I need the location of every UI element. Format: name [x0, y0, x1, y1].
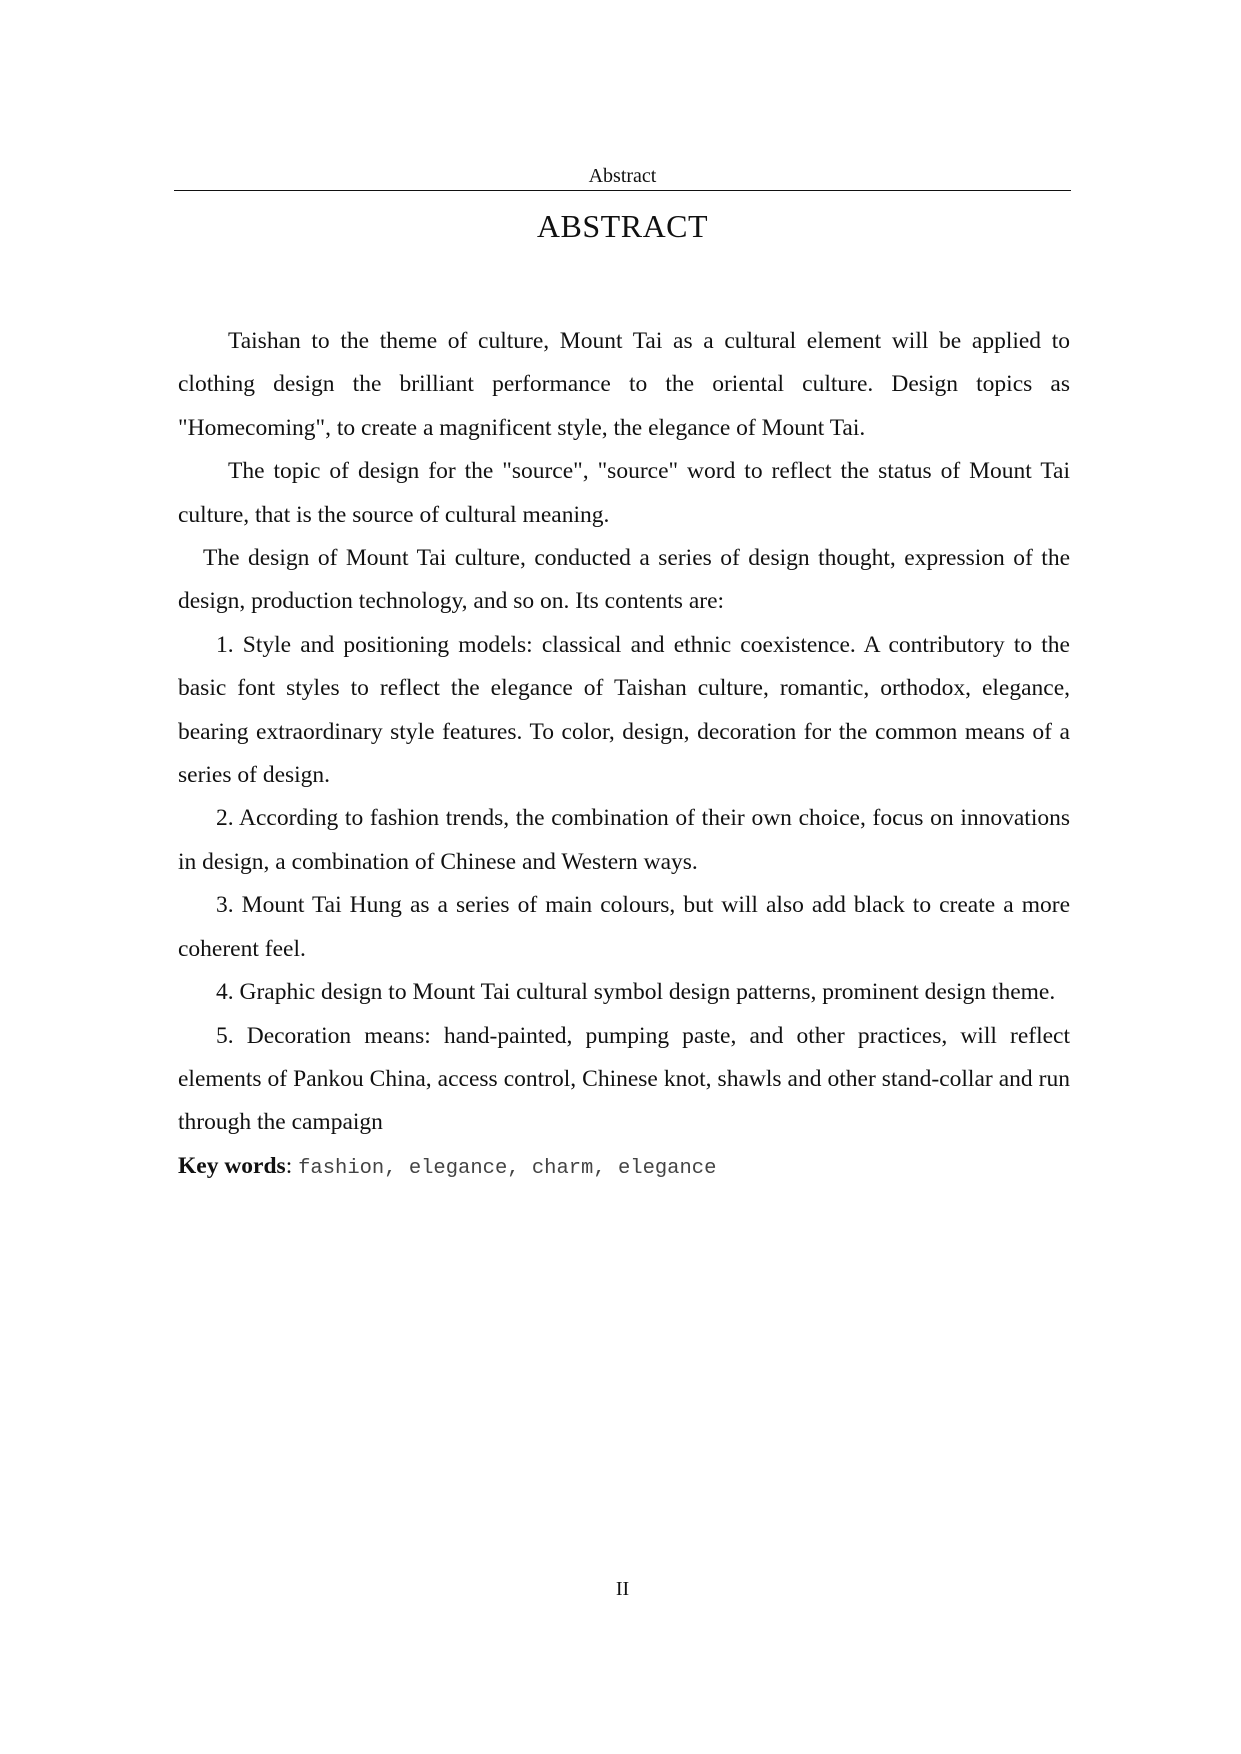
abstract-paragraph-2: The topic of design for the "source", "source" word to reflect the status of Mount Tai culture, that is the source of cultural meaning.	[178, 458, 1070, 528]
page-title: ABSTRACT	[536, 208, 709, 244]
list-item-graphic-design: 4. Graphic design to Mount Tai cultural symbol design patterns, prominent design theme.	[216, 979, 1056, 1006]
abstract-body	[178, 320, 1070, 1190]
page-number: II	[615, 1578, 630, 1600]
keywords-separator: :	[285, 1152, 299, 1179]
list-item-fashion-trends: 2. According to fashion trends, the combination of their own choice, focus on innovations in design, a combination of Chinese and Western ways.	[178, 805, 1070, 875]
header-divider	[174, 190, 1071, 191]
list-item-decoration: 5. Decoration means: hand-painted, pumping paste, and other practices, will reflect elements of Pankou China, access control, Chinese knot, shawls and other stand-collar and run through the campaign	[178, 1022, 1070, 1136]
running-header: Abstract	[588, 165, 657, 187]
keywords-label: Key words	[178, 1152, 286, 1179]
list-item-style-positioning: 1. Style and positioning models: classical and ethnic coexistence. A contributory to the basic font styles to reflect the elegance of Taishan culture, romantic, orthodox, elegance, bearing extraordinary style features. To color, design, decoration for the common means of a series of design.	[178, 631, 1070, 789]
abstract-paragraph-3: The design of Mount Tai culture, conducted a series of design thought, expression of the design, production technology, and so on. Its contents are:	[178, 545, 1070, 615]
list-item-main-colours: 3. Mount Tai Hung as a series of main colours, but will also add black to create a more coherent feel.	[178, 892, 1070, 962]
abstract-paragraph-1: Taishan to the theme of culture, Mount Tai as a cultural element will be applied to clothing design the brilliant performance to the oriental culture. Design topics as "Homecoming", to create a magnificent style, the elegance of Mount Tai.	[178, 328, 1070, 441]
keywords-values: fashion, elegance, charm, elegance	[298, 1156, 717, 1180]
keywords-line	[178, 1145, 1070, 1190]
